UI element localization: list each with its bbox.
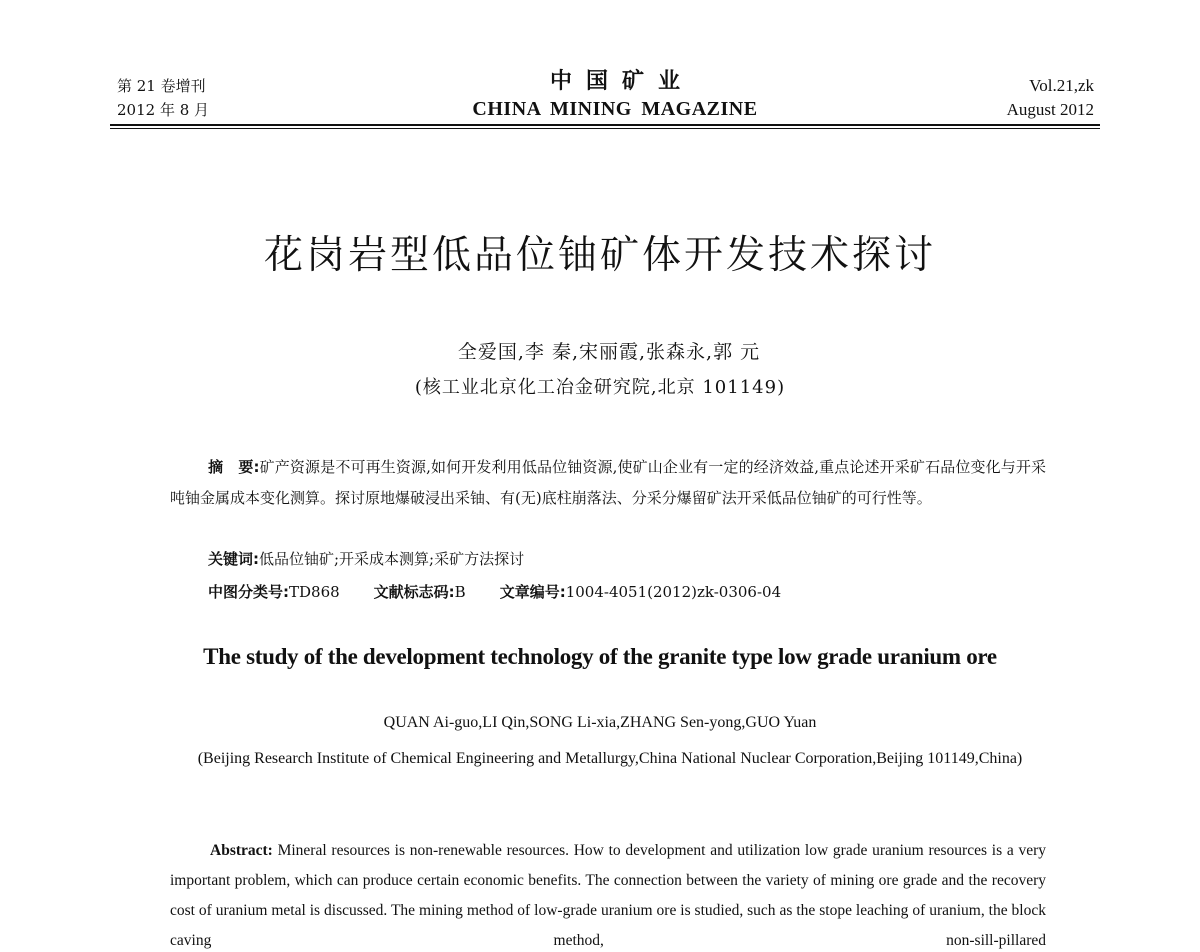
date-cn: 2012 年 8 月 bbox=[117, 101, 210, 119]
abstract-cn-text: 矿产资源是不可再生资源,如何开发利用低品位铀资源,使矿山企业有一定的经济效益,重点论述开采矿石品位变化与开采吨铀金属成本变化测算。探讨原地爆破浸出采铀、有(无)底柱崩落法、分采分爆留矿法开采低品位铀矿的可行性等。 bbox=[170, 458, 1046, 507]
clc-value: TD868 bbox=[289, 583, 340, 601]
journal-name-cn: 中国矿业 bbox=[549, 69, 694, 94]
keywords-cn-text: 低品位铀矿;开采成本测算;采矿方法探讨 bbox=[259, 550, 525, 568]
article-no-value: 1004-4051(2012)zk-0306-04 bbox=[565, 583, 782, 601]
classification-line bbox=[208, 578, 781, 606]
authors-en: QUAN Ai-guo,LI Qin,SONG Li-xia,ZHANG Sen-yong,GUO Yuan bbox=[383, 714, 817, 731]
paper-title-cn: 花岗岩型低品位铀矿体开发技术探讨 bbox=[263, 233, 936, 278]
clc-label: 中图分类号: bbox=[208, 583, 289, 601]
journal-name-en: CHINA MINING MAGAZINE bbox=[472, 98, 758, 120]
keywords-cn-label: 关键词: bbox=[208, 550, 259, 568]
header-issue-info-cn bbox=[117, 74, 209, 122]
doc-code-label: 文献标志码: bbox=[373, 583, 455, 601]
paper-title-en: The study of the development technology of the granite type low grade uranium ore bbox=[203, 644, 997, 669]
date-en: August 2012 bbox=[1006, 100, 1094, 119]
volume-en: Vol.21,zk bbox=[1029, 76, 1094, 95]
volume-cn: 第 21 卷增刊 bbox=[117, 77, 206, 95]
header-rule-thick bbox=[110, 124, 1100, 126]
header-rule-thin bbox=[110, 128, 1100, 129]
abstract-en-text: Mineral resources is non-renewable resources. How to development and utilization low grade uranium resources is a very important problem, which can produce certain economic benefits. The connection between the variety of mining ore grade and the recovery cost of uranium metal is discussed. The mining method of low-grade uranium ore is studied, such as the stope leaching of uranium, the block caving method, non-sill-pillared bbox=[170, 842, 1046, 949]
affiliation-cn: (核工业北京化工冶金研究院,北京 101149) bbox=[414, 377, 786, 398]
article-no-label: 文章编号: bbox=[499, 583, 566, 601]
keywords-cn bbox=[208, 545, 524, 573]
affiliation-en: (Beijing Research Institute of Chemical Engineering and Metallurgy,China National Nuclear Corporation,Beijing 101149,China) bbox=[197, 750, 1023, 767]
abstract-en bbox=[170, 836, 1046, 952]
abstract-cn-label: 摘 要: bbox=[208, 458, 260, 476]
abstract-cn bbox=[170, 452, 1046, 514]
header-issue-info-en bbox=[1007, 74, 1094, 122]
journal-masthead bbox=[440, 68, 790, 122]
doc-code-value: B bbox=[454, 583, 466, 601]
abstract-en-label: Abstract: bbox=[210, 842, 273, 859]
authors-cn: 全爱国,李 秦,宋丽霞,张森永,郭 元 bbox=[457, 341, 761, 363]
